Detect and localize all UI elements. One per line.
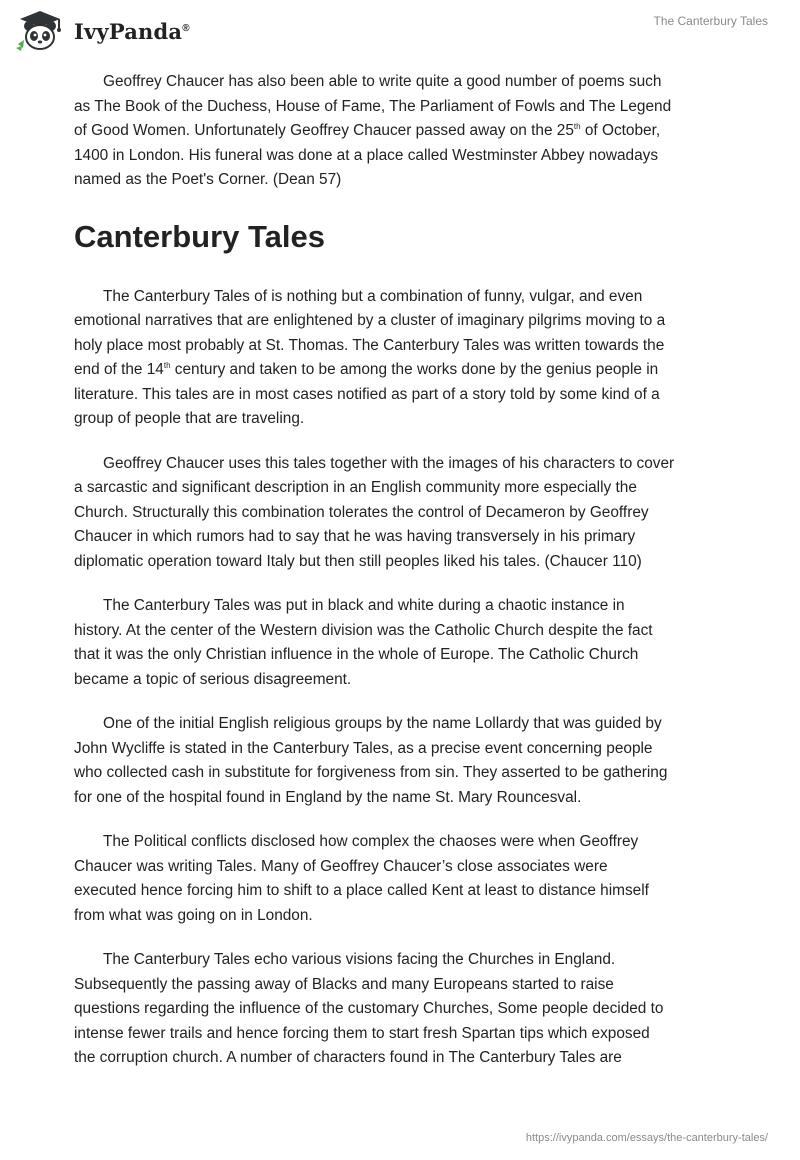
paragraph: The Political conflicts disclosed how complex the chaoses were when Geoffrey Chaucer was writing Tales. Many of Geoffrey Chaucer’s close associates were executed hence forcing him to shift to a place called Kent at least to distance himself from what was going on in London.: [74, 833, 649, 924]
paragraph: Geoffrey Chaucer has also been able to write quite a good number of poems such as The Book of the Duchess, House of Fame, The Parliament of Fowls and The Legend of Good Women. Unfortunately Geoffrey Chaucer passed away on the 25th of October, 1400 in London. His funeral was done at a place called Westminster Abbey nowadays named as the Poet's Corner. (Dean 57): [74, 73, 672, 188]
page-header: [0, 0, 800, 60]
document-title: The Canterbury Tales: [653, 14, 768, 28]
paragraph: The Canterbury Tales echo various visions facing the Churches in England. Subsequently the passing away of Blacks and many Europeans started to raise questions regarding the influence of the customary Churches, Some people decided to intense fewer trails and hence forcing them to start fresh Spartan tips which exposed the corruption church. A number of characters found in The Canterbury Tales are: [74, 951, 664, 1066]
brand-name: IvyPanda®: [74, 18, 190, 44]
section-heading: Canterbury Tales: [74, 218, 325, 254]
panda-graduate-icon: [14, 10, 66, 52]
paragraph: The Canterbury Tales of is nothing but a combination of funny, vulgar, and even emotional narratives that are enlightened by a cluster of imaginary pilgrims moving to a holy place most probably at St. Thomas. The Canterbury Tales was written towards the end of the 14th century and taken to be among the works done by the genius people in literature. This tales are in most cases notified as part of a story told by some kind of a group of people that are traveling.: [74, 287, 666, 427]
essay-body: [74, 70, 734, 1091]
ivypanda-logo[interactable]: [14, 10, 190, 52]
paragraph: The Canterbury Tales was put in black and white during a chaotic instance in history. At the center of the Western division was the Catholic Church despite the fact that it was the only Christian influence in the whole of Europe. The Catholic Church became a topic of serious disagreement.: [74, 597, 653, 688]
paragraph: Geoffrey Chaucer uses this tales together with the images of his characters to cover a sarcastic and significant description in an English community more especially the Church. Structurally this combination tolerates the control of Decameron by Geoffrey Chaucer in which rumors had to say that he was having transversely in his primary diplomatic operation toward Italy but then still peoples liked his tales. (Chaucer 110): [74, 454, 675, 570]
paragraph: One of the initial English religious groups by the name Lollardy that was guided by John Wycliffe is stated in the Canterbury Tales, as a precise event concerning people who collected cash in substitute for forgiveness from sin. They asserted to be gathering for one of the hospital found in England by the name St. Mary Rouncesval.: [74, 715, 668, 806]
source-url[interactable]: https://ivypanda.com/essays/the-canterbury-tales/: [525, 1132, 768, 1144]
